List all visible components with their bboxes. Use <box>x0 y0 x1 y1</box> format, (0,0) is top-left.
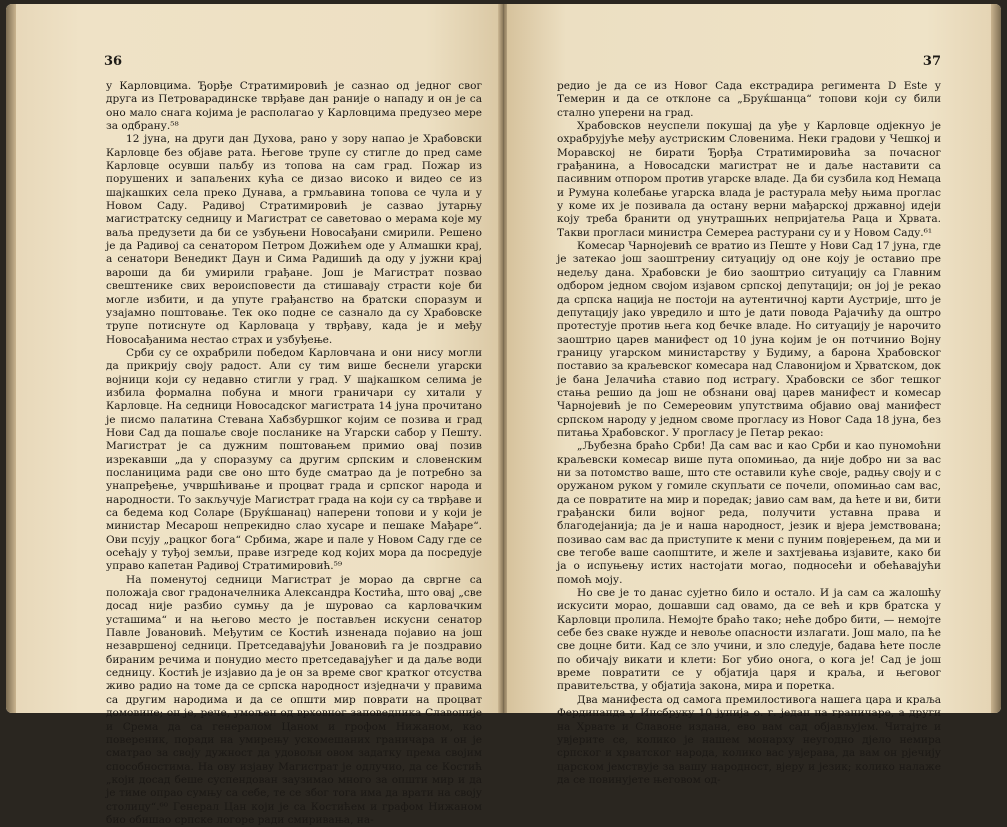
left-page <box>6 4 500 826</box>
paragraph: Храбовсков неуспели покушај да уђе у Карловце одјекнуо је охрабрујуће међу аустриским Словенима. Неки градови у Чешкој и Моравској не бирати Ђорђа Стратимировића за почасног грађанина, а Новосадски магистрат не и даље наставити са пасивним отпором против угарске владе. Да би сузбила код Немаца и Румуна колебање угарска влада је растурала међу њима проглас у коме их је позивала да остану верни мађарској државној идеји коју треба бранити од унутрашњих непријатеља Раца и Хрвата. Такви прогласи министра Семереа растурани су и у Новом Саду.⁶¹ <box>557 120 941 239</box>
paragraph: редио је да се из Новог Сада екстрадира регимента D Este у Темерин и да се отклоне са „Бруќшанца“ топови који су били стално уперени на град. <box>557 80 941 119</box>
paragraph: у Карловцима. Ђорђе Стратимировић је сазнао од једног свог друга из Петроварадинске тврђаве дан раније о нападу и он је са оно мало снага којима је располагао у Карловцима предузео мере за одбрану.⁵⁸ <box>106 80 482 133</box>
right-page-text <box>557 80 941 787</box>
left-page-edge <box>6 4 16 713</box>
paragraph: Два манифеста од самога премилостивога нашега цара и краља Фердинанда у Инсбруку 10 јунија о. г. један на граничаре, а други на Хрвате и Славоне издана, ево вам сад објављујем. Читајте и увјерите се, колико је нашем монарху неугодно дјело немира српског и хрватског народа, колико вас увјерава, да вам он рјечију царском јемствује за вашу народност, вјеру и језик; колико налаже да се повинујете његовом од- <box>557 693 941 786</box>
paragraph: На поменутој седници Магистрат је морао да свргне са положаја свог градоначелника Александра Костића, што овај „све досад није разбио сумњу да је шуровао са карловачким усташима“ и на његово место је постављен искусни сенатор Павле Јовановић. Међутим се Костић изненада појавио на још незавршеној седници. Претседавајући Јовановић га је поздравио бираним речима и понудио место претседавајућег и да даље води седницу. Костић је изјавио да је он за време свог кратког отсуства живо радио на томе да се српска народност изједначи у правима са другим народима и да се општи мир поврати на процват домовине; он је, рече, умољен од врховног заповедника Славоније и Срема да са генералом Цаном и грофом Нижаном, као повереник, поради на умирењу ускомешаних граничара и он је сматрао за своју дужност да удовољи овом задатку према својим способностима. На ову изјаву Магистрат је одлучио, да се Костић „који досад беше суспендован заузимао много за општи мир и да је тиме опрао сумњу са себе, те се због тога има да врати на своју столицу“.⁶⁰ Генерал Цан који је са Костићем и графом Нижаном био обишао српске логоре ради смиривања, на- <box>106 573 482 826</box>
paragraph: 12 јуна, на други дан Духова, рано у зору напао је Храбовски Карловце без објаве рата. Његове трупе су стигле до пред саме Карловце осувши паљбу из топова на сам град. Пожар из порушених и запаљених кућа се дизао високо и видео се из шајкашких села преко Дунава, а грмљавина топова се чула и у Новом Саду. Радивој Стратимировић је сазвао јутарњу магистратску седницу и Магистрат се саветовао о мерама које му ваља предузети да би се узбуњени Новосађани смирили. Решено је да Радивој са сенатором Петром Дожићем оде у Алмашки крај, а сенатори Венедикт Даун и Сима Радишић да оду у јужни крај вароши да би умирили грађане. Још је Магистрат позвао свештенике свих вероисповести да стишавају страсти које би могле избити, и да упуте грађанство на братски споразум и узајамно поштовање. Тек око подне се сазнало да су Храбовске трупе потиснуте од Карловаца у тврђаву, када је и међу Новосађанима нестао страх и узбуђење. <box>106 133 482 346</box>
right-page-edge <box>991 4 1001 713</box>
right-page <box>507 4 1001 786</box>
paragraph: Срби су се охрабрили победом Карловчана и они нису могли да прикрију своју радост. Али су тим више беснели угарски војници који су недавно стигли у град. У шајкашком селима је избила формална побуна и многи граничари су хитали у Карловце. На седници Новосадског магистрата 14 јуна прочитано је писмо палатина Стевана Хабзбуршког којим се позива и град Нови Сад да пошаље своје посланике на Угарски сабор у Пешту. Магистрат је са дужним поштовањем примио овај позив изрекавши „да у споразуму са другим српским и словенским посланицима ради све оно што буде сматрао да је потребно за унапређење, учвршћивање и процват града и српског народа и народности. То закључује Магистрат града на који су са тврђаве и са бедема код Соларе (Бруќшанац) наперени топови и у који је министар Месарош непрекидно слао хусаре и пешаке Мађаре“. Ови псују „рацког бога“ Србима, жаре и пале у Новом Саду где се осећају у туђој земљи, праве изгреде код којих мора да посредује управо капетан Радивој Стратимировић.⁵⁹ <box>106 346 482 573</box>
paragraph: Комесар Чарнојевић се вратио из Пеште у Нови Сад 17 јуна, где је затекао још заоштрениу ситуацију од оне коју је оставио пре недељу дана. Храбовски је био заоштрио ситуацију са Главним одбором једном својом изјавом српској депутацији; он јој је рекао да српска нација не постоји на аутентичној карти Аустрије, што је депутацију јако увредило и што је дати повода Рајачићу да оштро протестује против њега код бечке владе. Но ситуацију је нарочито заоштрио царев манифест од 10 јуна којим је он потчинио Војну границу угарском министарству у Будиму, а барона Храбовског поставио за краљевског комесара над Славонијом и Хрватском, док је бана Јелачића ставио под истрагу. Храбовски се због тешког стања решио да још не обзнани овај царев манифест и комесар Чарнојевић је по Семереовим упутствима објавио овај манифест српском народу у једном своме прогласу из Новог Сада 18 јуна, без питања Храбовског. У прогласу је Петар рекао: <box>557 240 941 439</box>
page-number-left: 36 <box>104 54 123 69</box>
paragraph: „Љубезна браћо Срби! Да сам вас и као Срби и као пуномоћни краљевски комесар више пута опомињао, да није добро ни за вас ни за потомство ваше, што сте оставили куће своје, радњу своју и с оружаном руком у гомиле скупљати се почели, опомињао сам вас, да се повратите на мир и поредак; јавио сам вам, да ћете и ви, бити грађански били војног реда, получити уставна права и благодејанија; да је и наша народност, језик и вјера јемствована; позивао сам вас да приступите к мени с пуним повјерењем, да ми и све тегобе ваше саопштите, и желе и захтјевања изјавите, како би ја о испуњењу истих настојати могао, подносећи и обећавајући помоћ моју. <box>557 440 941 586</box>
book-spread <box>6 4 1001 826</box>
left-page-text <box>106 80 482 827</box>
page-number-right: 37 <box>922 54 941 69</box>
paragraph: Но све је то данас сујетно било и остало. И ја сам са жалошћу искусити морао, дошавши сад овамо, да се већ и крв братска у Карловци пролила. Немојте браћо тако; неће добро бити, — немојте себе без сваке нужде и невоље опасности излагати. Још мало, па ће све доцне бити. Кад се зло учини, и зло следује, бадава ћете после по обичају викати и клети: Бог убио онога, о кога је! Сад је још време повратити се у објатија царя и краља, и његовог правитељства, у објатија закона, мира и поретка. <box>557 587 941 693</box>
